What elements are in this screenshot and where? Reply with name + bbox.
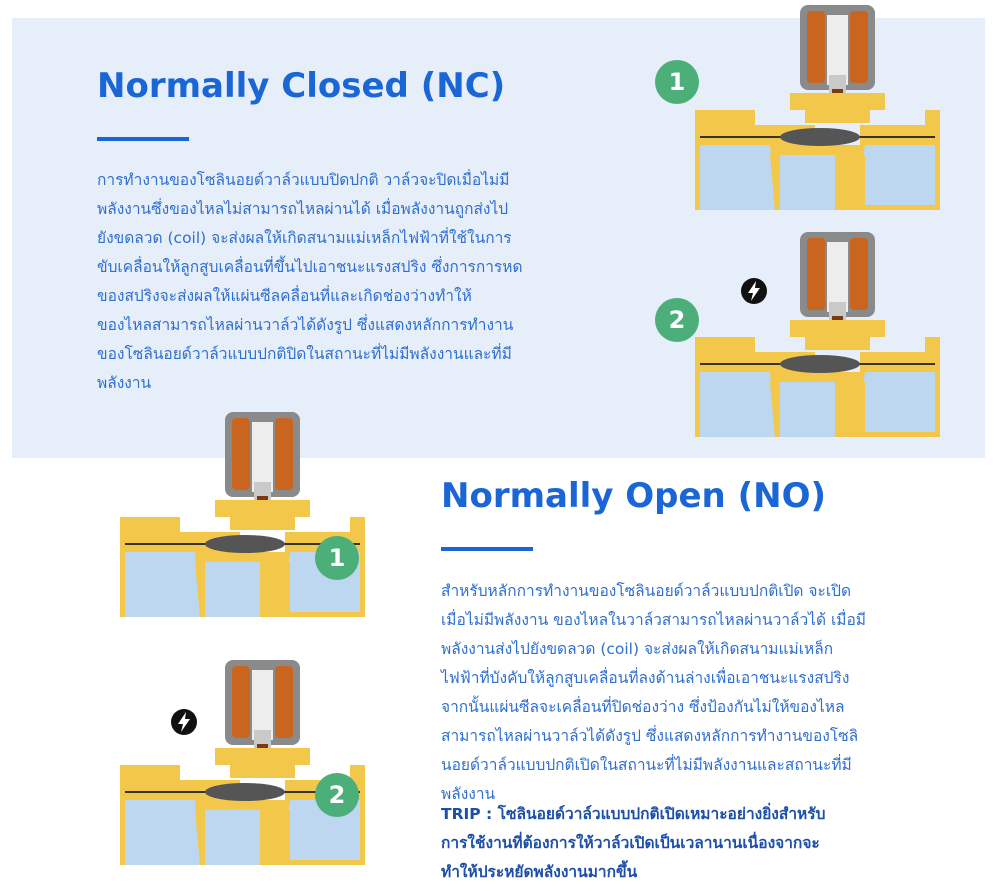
no-step-1-badge: 1: [315, 536, 359, 580]
no-title-underline: [441, 547, 533, 551]
nc-valve-closed-diagram: [695, 5, 945, 215]
nc-valve-open-diagram: [695, 232, 945, 442]
nc-title-underline: [97, 137, 189, 141]
nc-title: Normally Closed (NC): [97, 66, 506, 106]
no-trip-note: TRIP : โซลินอยด์วาล์วแบบปกติเปิดเหมาะอย่างยิ่งสำหรับ การใช้งานที่ต้องการให้วาล์วเปิดเป็นเวลานานเนื่องจากจะ ทำให้ประหยัดพลังงานมากขึ้น: [441, 805, 826, 881]
nc-description: การทำงานของโซลินอยด์วาล์วแบบปิดปกติ วาล์วจะปิดเมื่อไม่มี พลังงานซึ่งของไหลไม่สามารถไหลผ่านได้ เมื่อพลังงานถูกส่งไป ยังขดลวด (coil) จะส่งผลให้เกิดสนามแม่เหล็กไฟฟ้าที่ใช้ในการ ขับเคลื่อนให้ลูกสูบเคลื่อนที่ขึ้นไปเอาชนะแรงสปริง ซึ่งการการหด ของสปริงจะส่งผลให้แผ่นซีลคลื่อนที่และเกิดช่องว่างทำให้ ของไหลสามารถไหลผ่านวาล์วได้ดังรูป ซึ่งแสดงหลักการทำงาน ของโซลินอยด์วาล์วแบบปกติปิดในสถานะที่ไม่มีพลังงานและที่มี พลังงาน: [97, 171, 523, 392]
no-step-2-badge: 2: [315, 773, 359, 817]
nc-step-2-badge: 2: [655, 298, 699, 342]
no-title: Normally Open (NO): [441, 476, 827, 516]
no-valve-open-diagram: [120, 412, 370, 622]
no-description: สำหรับหลักการทำงานของโซลินอยด์วาล์วแบบปกติเปิด จะเปิด เมื่อไม่มีพลังงาน ของไหลในวาล์วสามารถไหลผ่านวาล์วได้ เมื่อมี พลังงานส่งไปยังขดลวด (coil) จะส่งผลให้เกิดสนามแม่เหล็ก ไฟฟ้าที่บังคับให้ลูกสูบเคลื่อนที่ลงด้านล่างเพื่อเอาชนะแรงสปริง จากนั้นแผ่นซีลจะเคลื่อนที่ปิดช่องว่าง ซึ่งป้องกันไม่ให้ของไหล สามารถไหลผ่านวาล์วได้ดังรูป ซึ่งแสดงหลักการทำงานของโซลิ นอยด์วาล์วแบบปกติเปิดในสถานะที่ไม่มีพลังงานและสถานะที่มี พลังงาน: [441, 582, 867, 803]
lightning-bolt-icon: [740, 277, 768, 305]
nc-step-1-badge: 1: [655, 60, 699, 104]
no-valve-closed-diagram: [120, 660, 370, 870]
lightning-bolt-icon: [170, 708, 198, 736]
